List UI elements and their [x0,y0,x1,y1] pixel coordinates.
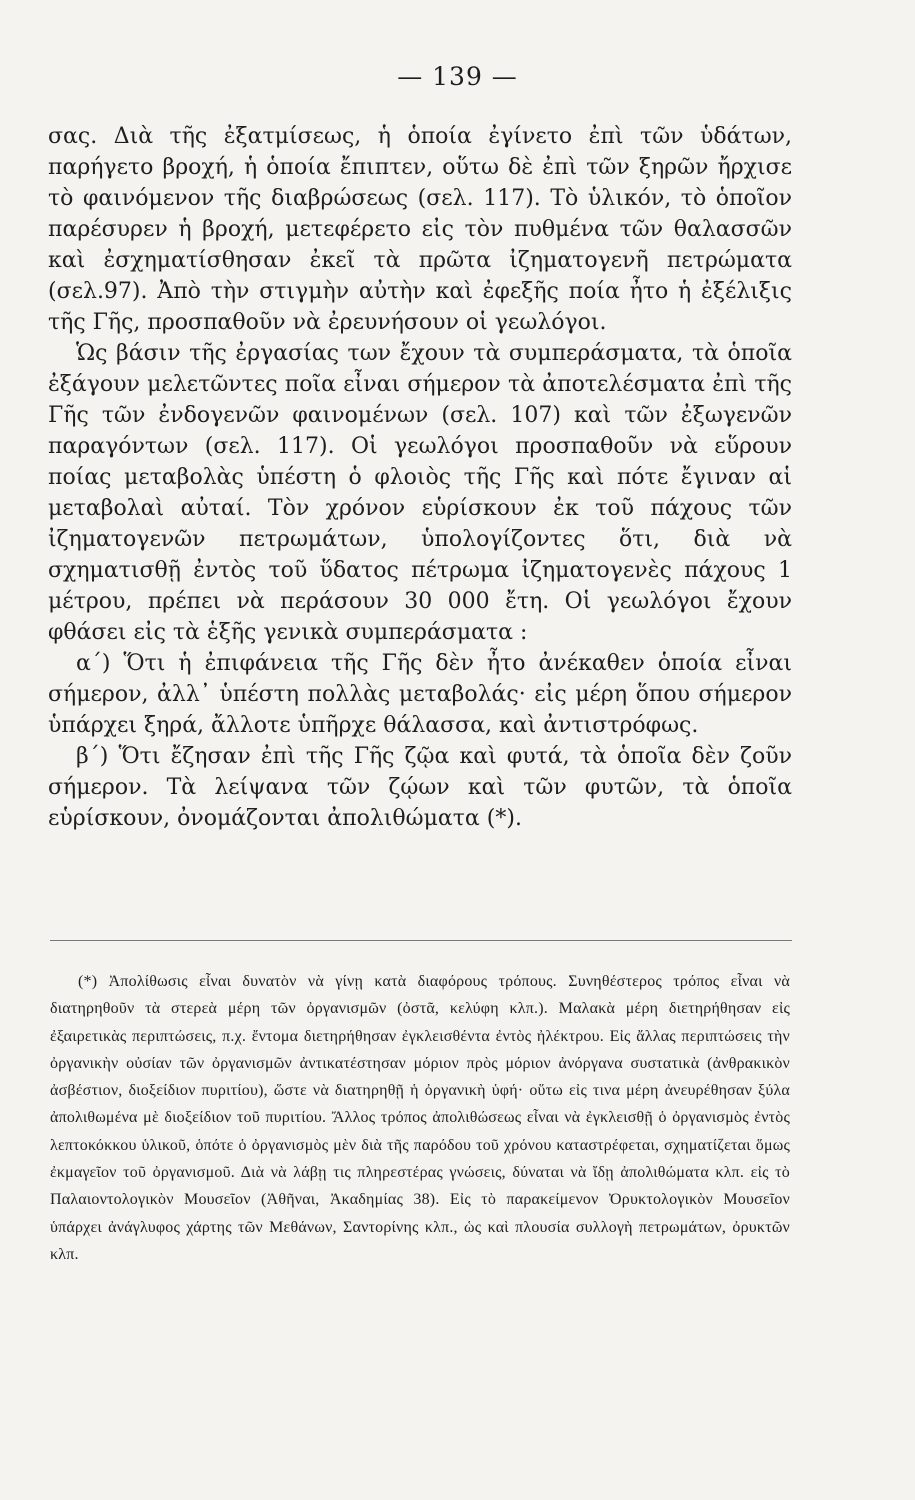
main-text [48,121,792,834]
footnote-text: (*) Ἀπολίθωσις εἶναι δυνατὸν νὰ γίνῃ κατὰ διαφόρους τρόπους. Συνηθέστερος τρόπος εἶναι νὰ διατηρηθοῦν τὰ στερεὰ μέρη τῶν ὀργανισμῶν (ὀστᾶ, κελύφη κλπ.). Μαλακὰ μέρη διετηρήθησαν εἰς ἐξαιρετικὰς περιπτώσεις, π.χ. ἔντομα διετηρήθησαν ἐγκλεισθέντα ἐντὸς ἠλέκτρου. Εἰς ἄλλας περιπτώσεις τὴν ὀργανικὴν οὐσίαν τῶν ὀργανισμῶν ἀντικατέστησαν μόριον πρὸς μόριον ἀνόργανα συστατικὰ (ἀνθρακικὸν ἀσβέστιον, διοξείδιον πυριτίου), ὥστε νὰ διατηρηθῇ ἡ ὀργανικὴ ὑφή· οὕτω εἰς τινα μέρη ἀνευρέθησαν ξύλα ἀπολιθωμένα μὲ διοξείδιον τοῦ πυριτίου. Ἄλλος τρόπος ἀπολιθώσεως εἶναι νὰ ἐγκλεισθῇ ὁ ὀργανισμὸς ἐντὸς λεπτοκόκκου ὑλικοῦ, ὁπότε ὁ ὀργανισμὸς μὲν διὰ τῆς παρόδου τοῦ χρόνου καταστρέφεται, σχηματίζεται ὅμως ἐκμαγεῖον τοῦ ὀργανισμοῦ. Διὰ νὰ λάβῃ τις πληρεστέρας γνώσεις, δύναται νὰ ἴδῃ ἀπολιθώματα κλπ. εἰς τὸ Παλαιοντολογικὸν Μουσεῖον (Ἀθῆναι, Ἀκαδημίας 38). Εἰς τὸ παρακείμενον Ὀρυκτολογικὸν Μουσεῖον ὑπάρχει ἀνάγλυφος χάρτης τῶν Μεθάνων, Σαντορίνης κλπ., ὡς καὶ πλουσία συλλογὴ πετρωμάτων, ὀρυκτῶν κλπ. [50,973,790,1263]
page-number: — 139 — [397,62,518,91]
paragraph-conclusions-intro: Ὡς βάσιν τῆς ἐργασίας των ἔχουν τὰ συμπεράσματα, τὰ ὁποῖα ἐξάγουν μελετῶντες ποῖα εἶναι σήμερον τὰ ἀποτελέσματα ἐπὶ τῆς Γῆς τῶν ἐνδογενῶν φαινομένων (σελ. 107) καὶ τῶν ἐξωγενῶν παραγόντων (σελ. 117). Οἱ γεωλόγοι προσπαθοῦν νὰ εὕρουν ποίας μεταβολὰς ὑπέστη ὁ φλοιὸς τῆς Γῆς καὶ πότε ἔγιναν αἱ μεταβολαὶ αὐταί. Τὸν χρόνον εὑρίσκουν ἐκ τοῦ πάχους τῶν ἰζηματογενῶν πετρωμάτων, ὑπολογίζοντες ὅτι, διὰ νὰ σχηματισθῇ ἐντὸς τοῦ ὕδατος πέτρωμα ἰζηματογενὲς πάχους 1 μέτρου, πρέπει νὰ περάσουν 30 000 ἔτη. Οἱ γεωλόγοι ἔχουν φθάσει εἰς τὰ ἑξῆς γενικὰ συμπεράσματα : [48,341,792,645]
conclusion-beta: β΄) Ὅτι ἔζησαν ἐπὶ τῆς Γῆς ζῷα καὶ φυτά, τὰ ὁποῖα δὲν ζοῦν σήμερον. Τὰ λείψανα τῶν ζῴων καὶ τῶν φυτῶν, τὰ ὁποῖα εὑρίσκουν, ὀνομάζονται ἀπολιθώματα (*). [48,744,792,831]
paragraph-continuation: σας. Διὰ τῆς ἐξατμίσεως, ἡ ὁποία ἐγίνετο ἐπὶ τῶν ὑδάτων, παρήγετο βροχή, ἡ ὁποία ἔπιπτεν, οὕτω δὲ ἐπὶ τῶν ξηρῶν ἤρχισε τὸ φαινόμενον τῆς διαβρώσεως (σελ. 117). Τὸ ὑλικόν, τὸ ὁποῖον παρέσυρεν ἡ βροχή, μετεφέρετο εἰς τὸν πυθμένα τῶν θαλασσῶν καὶ ἐσχηματίσθησαν ἐκεῖ τὰ πρῶτα ἰζηματογενῆ πετρώματα (σελ.97). Ἀπὸ τὴν στιγμὴν αὐτὴν καὶ ἐφεξῆς ποία ἦτο ἡ ἐξέλιξις τῆς Γῆς, προσπαθοῦν νὰ ἐρευνήσουν οἱ γεωλόγοι. [48,124,792,335]
footnote-divider [50,940,792,941]
conclusion-alpha: α΄) Ὅτι ἡ ἐπιφάνεια τῆς Γῆς δὲν ἦτο ἀνέκαθεν ὁποία εἶναι σήμερον, ἀλλ᾽ ὑπέστη πολλὰς μεταβολάς· εἰς μέρη ὅπου σήμερον ὑπάρχει ξηρά, ἄλλοτε ὑπῆρχε θάλασσα, καὶ ἀντιστρόφως. [48,651,792,738]
footnote [50,968,790,1268]
